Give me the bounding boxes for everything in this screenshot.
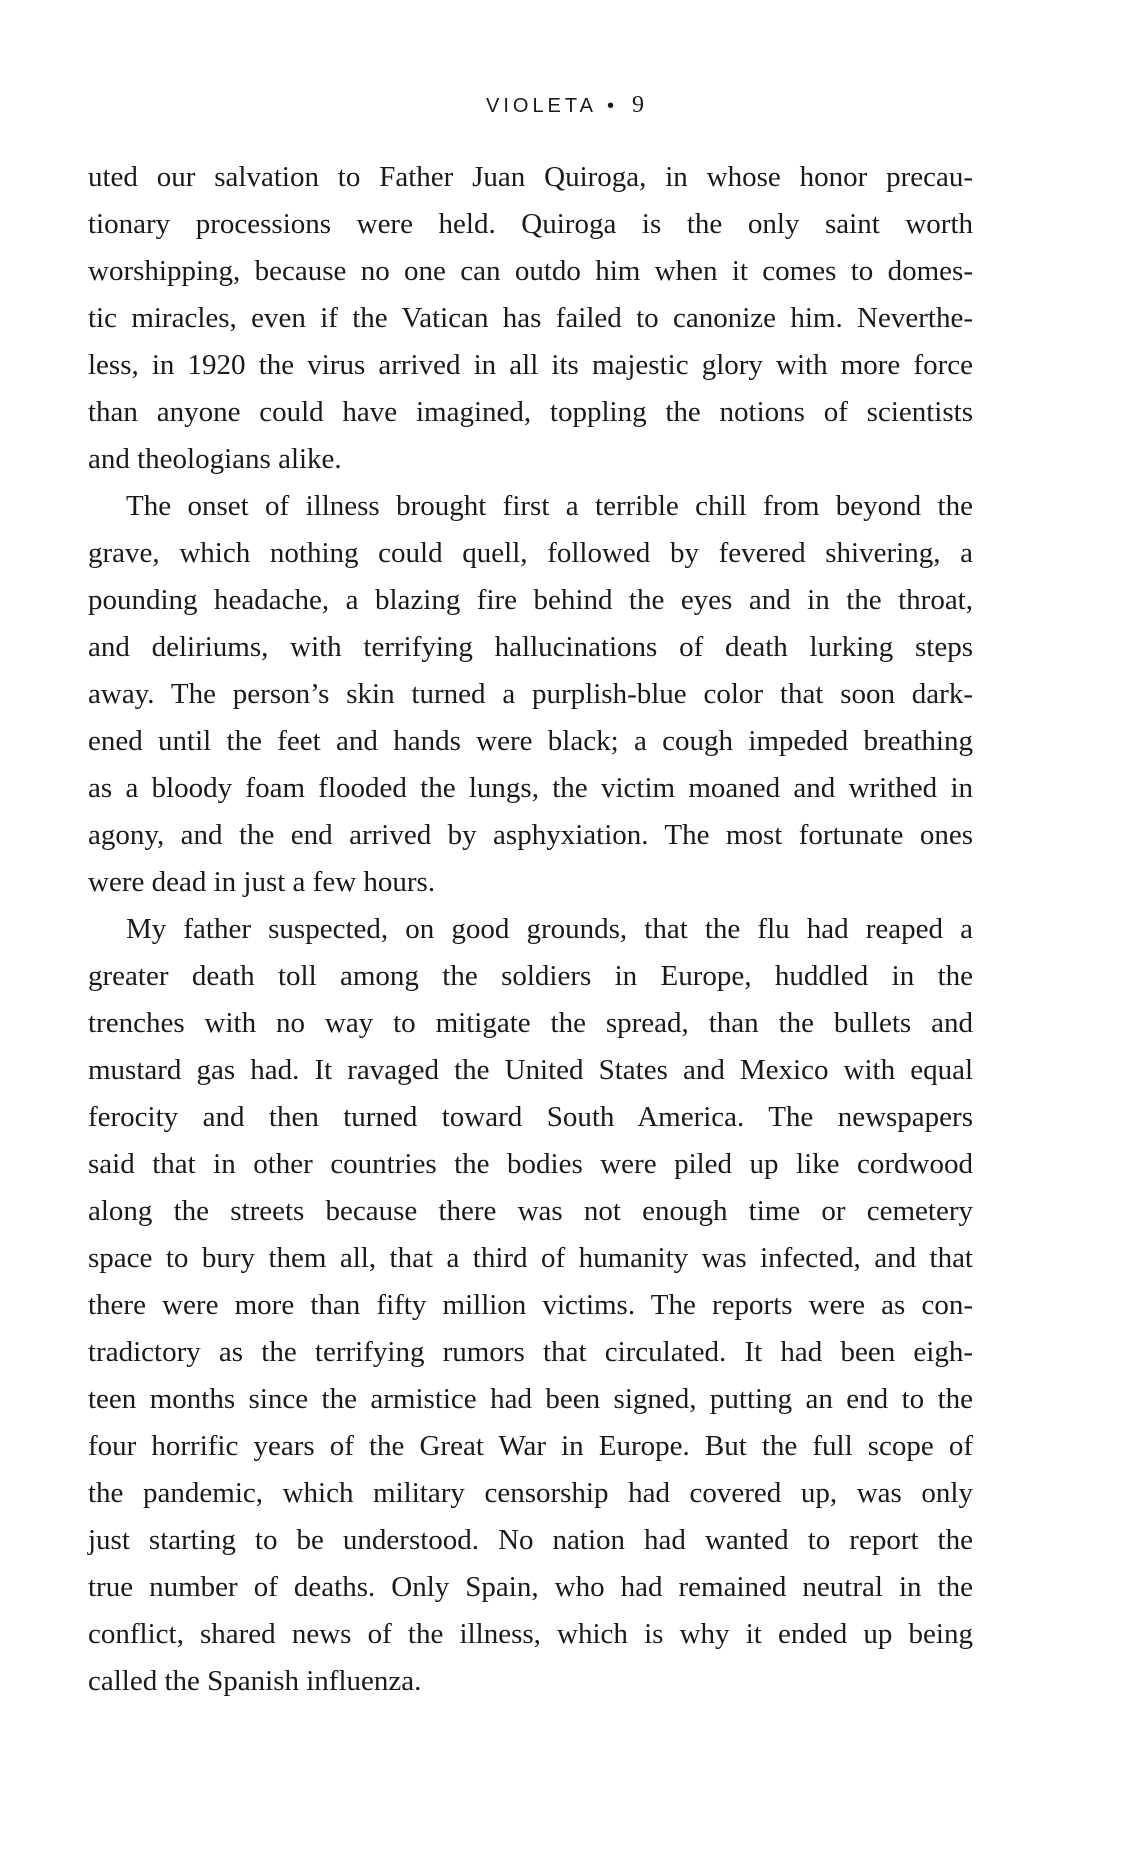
text-line: there were more than fifty million victims. The reports were as con- <box>88 1289 973 1321</box>
text-line: said that in other countries the bodies were piled up like cordwood <box>88 1148 973 1180</box>
text-line: worshipping, because no one can outdo him when it comes to domes- <box>88 255 973 287</box>
text-line: tradictory as the terrifying rumors that circulated. It had been eigh- <box>88 1336 973 1368</box>
text-line: conflict, shared news of the illness, which is why it ended up being <box>88 1618 973 1650</box>
text-line: pounding headache, a blazing fire behind the eyes and in the throat, <box>88 584 973 616</box>
text-line: tionary processions were held. Quiroga is the only saint worth <box>88 208 973 240</box>
text-line: than anyone could have imagined, toppling the notions of scientists <box>88 396 973 428</box>
text-line: mustard gas had. It ravaged the United States and Mexico with equal <box>88 1054 973 1086</box>
text-line: agony, and the end arrived by asphyxiation. The most fortunate ones <box>88 819 973 851</box>
text-line: true number of deaths. Only Spain, who had remained neutral in the <box>88 1571 973 1603</box>
header-separator: • <box>606 95 618 117</box>
body-text <box>88 154 973 1705</box>
text-line: My father suspected, on good grounds, that the flu had reaped a <box>126 913 973 945</box>
text-line: the pandemic, which military censorship had covered up, was only <box>88 1477 973 1509</box>
text-line: tic miracles, even if the Vatican has failed to canonize him. Neverthe- <box>88 302 973 334</box>
text-line: away. The person’s skin turned a purplish-blue color that soon dark- <box>88 678 973 710</box>
text-line: as a bloody foam flooded the lungs, the victim moaned and writhed in <box>88 772 973 804</box>
text-line: along the streets because there was not enough time or cemetery <box>88 1195 973 1227</box>
text-line: ferocity and then turned toward South America. The newspapers <box>88 1101 973 1133</box>
text-line: uted our salvation to Father Juan Quiroga, in whose honor precau- <box>88 161 973 193</box>
text-line: just starting to be understood. No nation had wanted to report the <box>88 1524 973 1556</box>
paragraph-2 <box>88 483 973 906</box>
text-line: and theologians alike. <box>88 443 342 475</box>
paragraph-1 <box>88 154 973 483</box>
text-line: were dead in just a few hours. <box>88 866 436 898</box>
paragraph-3 <box>88 906 973 1705</box>
text-line: four horrific years of the Great War in Europe. But the full scope of <box>88 1430 973 1462</box>
book-title: VIOLETA <box>485 95 597 117</box>
text-line: trenches with no way to mitigate the spread, than the bullets and <box>88 1007 973 1039</box>
text-line: less, in 1920 the virus arrived in all its majestic glory with more force <box>88 349 973 381</box>
text-line: space to bury them all, that a third of humanity was infected, and that <box>88 1242 973 1274</box>
running-header <box>0 92 1130 119</box>
text-line: The onset of illness brought first a terrible chill from beyond the <box>126 490 973 522</box>
text-line: greater death toll among the soldiers in Europe, huddled in the <box>88 960 973 992</box>
text-line: and deliriums, with terrifying hallucinations of death lurking steps <box>88 631 973 663</box>
text-line: teen months since the armistice had been signed, putting an end to the <box>88 1383 973 1415</box>
text-line: called the Spanish influenza. <box>88 1665 422 1697</box>
text-line: ened until the feet and hands were black; a cough impeded breathing <box>88 725 973 757</box>
text-line: grave, which nothing could quell, followed by fevered shivering, a <box>88 537 973 569</box>
page-number: 9 <box>632 92 644 118</box>
